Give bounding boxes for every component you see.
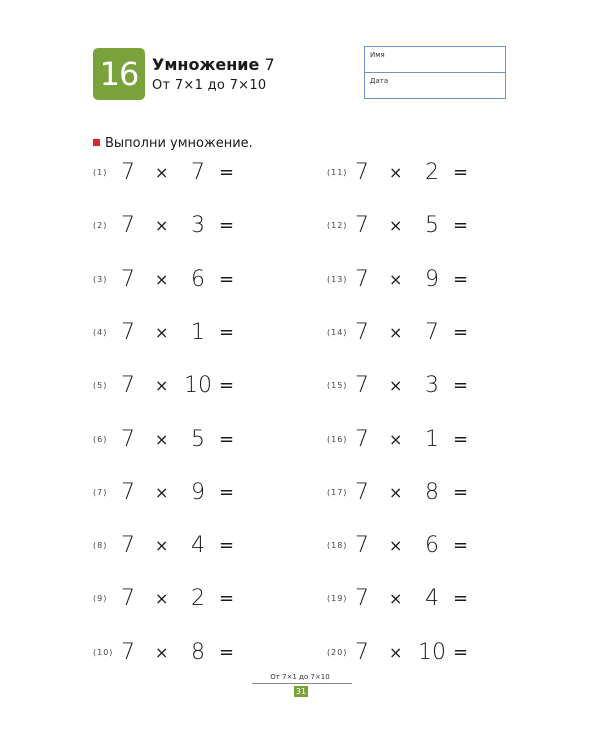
problem-label: (13) bbox=[327, 275, 348, 284]
problem-item bbox=[93, 479, 293, 507]
problem-item bbox=[93, 372, 293, 400]
multiply-sign: × bbox=[389, 216, 403, 235]
instruction bbox=[93, 136, 253, 151]
problem-factor-b: 2 bbox=[425, 160, 439, 185]
equals-sign: = bbox=[453, 482, 469, 503]
multiply-sign: × bbox=[155, 376, 169, 395]
equals-sign: = bbox=[453, 215, 469, 236]
problem-label: (16) bbox=[327, 435, 348, 444]
problem-item bbox=[327, 532, 527, 560]
problem-factor-b: 2 bbox=[191, 586, 205, 611]
problem-factor-b: 7 bbox=[191, 160, 205, 185]
problem-label: (20) bbox=[327, 648, 348, 657]
equals-sign: = bbox=[453, 429, 469, 450]
multiply-sign: × bbox=[389, 323, 403, 342]
problem-factor-b: 5 bbox=[425, 213, 439, 238]
problem-factor-a: 7 bbox=[355, 213, 369, 238]
problem-factor-a: 7 bbox=[121, 320, 135, 345]
problem-item bbox=[327, 159, 527, 187]
problem-factor-b: 6 bbox=[425, 533, 439, 558]
problem-label: (3) bbox=[93, 275, 108, 284]
problem-factor-b: 8 bbox=[191, 640, 205, 665]
multiply-sign: × bbox=[389, 163, 403, 182]
problem-factor-b: 9 bbox=[425, 267, 439, 292]
problem-factor-a: 7 bbox=[355, 586, 369, 611]
problem-factor-a: 7 bbox=[121, 267, 135, 292]
problem-factor-a: 7 bbox=[355, 320, 369, 345]
multiply-sign: × bbox=[155, 430, 169, 449]
lesson-number-badge: 16 bbox=[93, 48, 145, 100]
name-field[interactable] bbox=[365, 47, 505, 73]
equals-sign: = bbox=[219, 269, 235, 290]
red-square-icon bbox=[93, 139, 100, 146]
page-title bbox=[152, 55, 275, 74]
problem-item bbox=[327, 212, 527, 240]
multiply-sign: × bbox=[155, 643, 169, 662]
problem-factor-b: 3 bbox=[425, 373, 439, 398]
equals-sign: = bbox=[453, 588, 469, 609]
date-field[interactable] bbox=[365, 73, 505, 99]
problem-factor-b: 1 bbox=[425, 427, 439, 452]
problem-label: (2) bbox=[93, 221, 108, 230]
problem-label: (11) bbox=[327, 168, 348, 177]
problem-factor-a: 7 bbox=[355, 480, 369, 505]
problem-label: (14) bbox=[327, 328, 348, 337]
problem-factor-a: 7 bbox=[355, 640, 369, 665]
problem-item bbox=[93, 639, 293, 667]
equals-sign: = bbox=[453, 162, 469, 183]
equals-sign: = bbox=[453, 322, 469, 343]
problem-item bbox=[93, 585, 293, 613]
equals-sign: = bbox=[219, 375, 235, 396]
problem-factor-b: 1 bbox=[191, 320, 205, 345]
multiply-sign: × bbox=[389, 589, 403, 608]
equals-sign: = bbox=[453, 375, 469, 396]
problem-label: (18) bbox=[327, 541, 348, 550]
multiply-sign: × bbox=[389, 270, 403, 289]
multiply-sign: × bbox=[389, 430, 403, 449]
problem-factor-a: 7 bbox=[355, 267, 369, 292]
multiply-sign: × bbox=[389, 376, 403, 395]
problem-label: (5) bbox=[93, 381, 108, 390]
problem-label: (8) bbox=[93, 541, 108, 550]
problem-factor-a: 7 bbox=[355, 373, 369, 398]
equals-sign: = bbox=[219, 429, 235, 450]
equals-sign: = bbox=[453, 642, 469, 663]
problem-item bbox=[327, 585, 527, 613]
problem-factor-b: 8 bbox=[425, 480, 439, 505]
problem-item bbox=[327, 426, 527, 454]
page-subtitle: От 7×1 до 7×10 bbox=[152, 78, 267, 93]
problem-factor-b: 10 bbox=[184, 373, 212, 398]
name-date-box bbox=[364, 46, 506, 99]
title-number: 7 bbox=[264, 55, 275, 74]
problem-factor-b: 5 bbox=[191, 427, 205, 452]
problem-factor-b: 4 bbox=[425, 586, 439, 611]
multiply-sign: × bbox=[155, 323, 169, 342]
problem-item bbox=[327, 319, 527, 347]
problem-factor-a: 7 bbox=[121, 480, 135, 505]
equals-sign: = bbox=[219, 642, 235, 663]
problem-factor-a: 7 bbox=[355, 533, 369, 558]
problem-item bbox=[327, 372, 527, 400]
problem-item bbox=[93, 266, 293, 294]
problem-factor-a: 7 bbox=[121, 427, 135, 452]
problem-item bbox=[93, 532, 293, 560]
page-number: 31 bbox=[295, 687, 307, 696]
problem-factor-b: 6 bbox=[191, 267, 205, 292]
problem-label: (15) bbox=[327, 381, 348, 390]
instruction-text: Выполни умножение. bbox=[105, 136, 253, 151]
multiply-sign: × bbox=[155, 483, 169, 502]
equals-sign: = bbox=[219, 162, 235, 183]
problem-factor-a: 7 bbox=[121, 213, 135, 238]
equals-sign: = bbox=[219, 535, 235, 556]
name-label: Имя bbox=[370, 51, 385, 59]
problem-item bbox=[327, 639, 527, 667]
problem-label: (6) bbox=[93, 435, 108, 444]
problem-label: (7) bbox=[93, 488, 108, 497]
multiply-sign: × bbox=[155, 536, 169, 555]
problem-factor-b: 4 bbox=[191, 533, 205, 558]
multiply-sign: × bbox=[155, 216, 169, 235]
multiply-sign: × bbox=[389, 643, 403, 662]
problem-factor-a: 7 bbox=[121, 586, 135, 611]
equals-sign: = bbox=[219, 215, 235, 236]
problem-factor-b: 10 bbox=[418, 640, 446, 665]
problem-factor-b: 3 bbox=[191, 213, 205, 238]
problem-factor-a: 7 bbox=[355, 160, 369, 185]
equals-sign: = bbox=[219, 588, 235, 609]
equals-sign: = bbox=[219, 322, 235, 343]
problem-label: (19) bbox=[327, 594, 348, 603]
title-bold: Умножение bbox=[152, 55, 260, 74]
problem-item bbox=[93, 159, 293, 187]
multiply-sign: × bbox=[155, 163, 169, 182]
problem-label: (12) bbox=[327, 221, 348, 230]
problem-item bbox=[93, 426, 293, 454]
problem-label: (9) bbox=[93, 594, 108, 603]
problem-factor-a: 7 bbox=[121, 640, 135, 665]
multiply-sign: × bbox=[389, 536, 403, 555]
problem-label: (1) bbox=[93, 168, 108, 177]
problem-item bbox=[93, 319, 293, 347]
problem-factor-a: 7 bbox=[121, 373, 135, 398]
multiply-sign: × bbox=[155, 270, 169, 289]
problem-item bbox=[327, 479, 527, 507]
problem-label: (4) bbox=[93, 328, 108, 337]
equals-sign: = bbox=[219, 482, 235, 503]
problem-label: (17) bbox=[327, 488, 348, 497]
date-label: Дата bbox=[370, 77, 389, 85]
equals-sign: = bbox=[453, 269, 469, 290]
problem-factor-b: 7 bbox=[425, 320, 439, 345]
footer-divider bbox=[252, 683, 352, 684]
problem-label: (10) bbox=[93, 648, 114, 657]
problem-item bbox=[327, 266, 527, 294]
problem-factor-a: 7 bbox=[121, 160, 135, 185]
multiply-sign: × bbox=[389, 483, 403, 502]
problem-factor-a: 7 bbox=[121, 533, 135, 558]
problem-factor-a: 7 bbox=[355, 427, 369, 452]
problem-item bbox=[93, 212, 293, 240]
problem-factor-b: 9 bbox=[191, 480, 205, 505]
footer-caption: От 7×1 до 7×10 bbox=[270, 673, 330, 681]
equals-sign: = bbox=[453, 535, 469, 556]
multiply-sign: × bbox=[155, 589, 169, 608]
